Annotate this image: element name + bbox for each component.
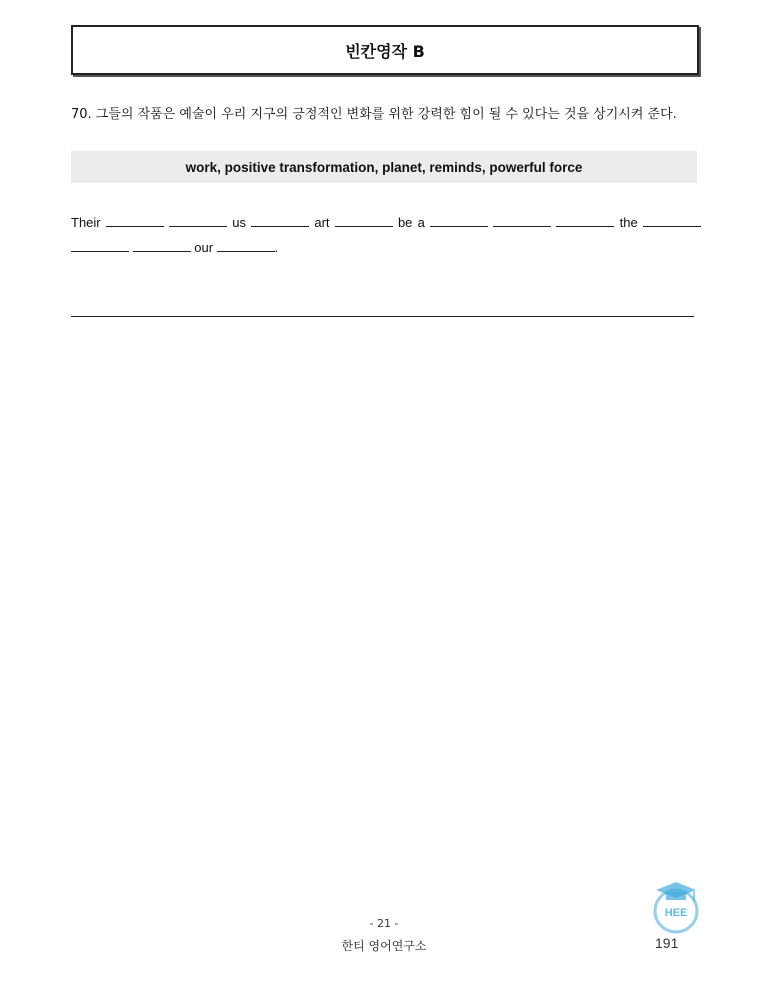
blank-5[interactable] [430, 214, 488, 227]
answer-line[interactable] [71, 316, 694, 317]
organization-name: 한티 영어연구소 [341, 939, 427, 953]
blank-6[interactable] [493, 214, 551, 227]
blank-11[interactable] [217, 239, 275, 252]
sentence-word: our [194, 240, 214, 255]
fill-in-sentence [71, 210, 701, 260]
blank-3[interactable] [251, 214, 309, 227]
blank-8[interactable] [643, 214, 701, 227]
logo-text: HEE [664, 907, 688, 919]
sentence-word: art [314, 215, 330, 230]
sentence-period: . [274, 240, 279, 255]
question-text: 70. 그들의 작품은 예술이 우리 지구의 긍정적인 변화를 위한 강력한 힘이 될 수 있다는 것을 상기시켜 준다. [71, 107, 677, 122]
blank-1[interactable] [106, 214, 164, 227]
title-text: 빈칸영작 B [345, 41, 425, 61]
hint-words: work, positive transformation, planet, reminds, powerful force [185, 159, 583, 175]
sentence-word: the [619, 215, 638, 230]
sentence-word: us [232, 215, 246, 230]
blank-9[interactable] [71, 239, 129, 252]
hint-word-bank [71, 151, 697, 183]
blank-4[interactable] [335, 214, 393, 227]
blank-2[interactable] [169, 214, 227, 227]
blank-7[interactable] [556, 214, 614, 227]
page-number: 191 [655, 935, 679, 951]
sentence-word: Their [71, 215, 101, 230]
worksheet-title [71, 25, 699, 75]
blank-10[interactable] [133, 239, 191, 252]
page-marker: - 21 - [369, 917, 399, 930]
graduation-cap-icon [649, 878, 703, 938]
sentence-word: be a [397, 215, 425, 230]
